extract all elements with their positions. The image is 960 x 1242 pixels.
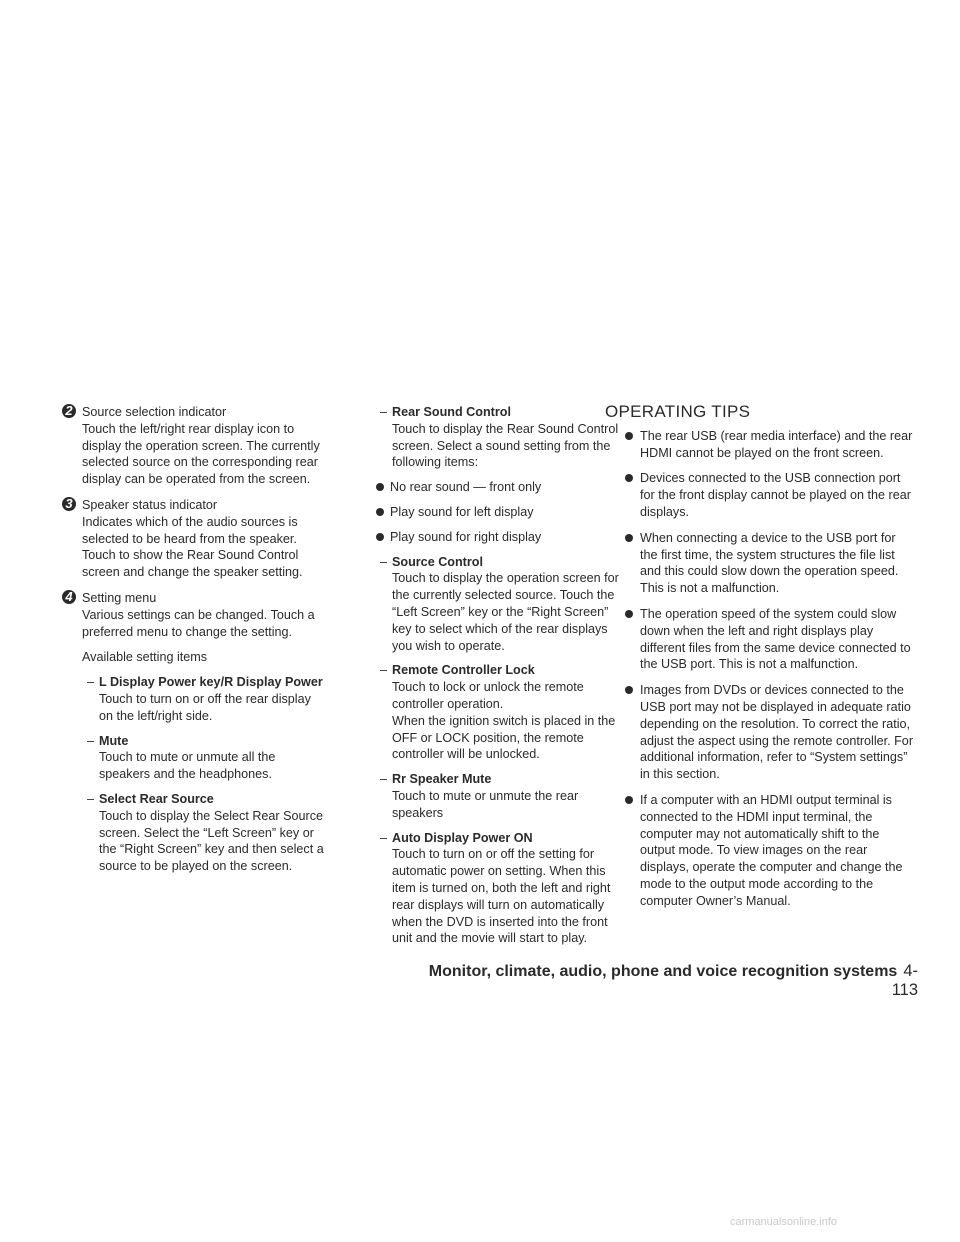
setting-item-text: Touch to mute or unmute the rear speakers xyxy=(392,788,579,820)
setting-item xyxy=(62,674,324,724)
dash-marker: – xyxy=(380,554,388,569)
setting-item-heading: Mute xyxy=(99,733,129,748)
setting-item-text: Touch to display the operation screen for the currently selected source. Touch the “Left Screen” key or the “Right Screen” key to select which of the rear displays you wish to operate. xyxy=(392,571,619,653)
page-number: 4-113 xyxy=(891,962,918,999)
callout-2 xyxy=(62,404,324,488)
watermark: carmanualsonline.info xyxy=(730,1216,838,1228)
setting-item-heading: Remote Controller Lock xyxy=(392,663,535,678)
setting-item xyxy=(376,554,628,655)
setting-item-text: Touch to turn on or off the rear display on the left/right side. xyxy=(99,691,311,723)
list-item xyxy=(376,504,628,521)
setting-item-heading: Source Control xyxy=(392,554,483,569)
list-item xyxy=(376,479,628,496)
setting-item xyxy=(376,830,628,948)
bullet-icon xyxy=(625,796,633,804)
list-item-text: The rear USB (rear media interface) and the rear HDMI cannot be played on the front screen. xyxy=(640,428,913,460)
setting-item-text: Touch to display the Select Rear Source screen. Select the “Left Screen” key or the “Right Screen” key and then select a source to be played on the screen. xyxy=(99,808,324,874)
callout-3 xyxy=(62,497,324,581)
setting-item-text: When the ignition switch is placed in the OFF or LOCK position, the remote controller will be unlocked. xyxy=(392,713,616,762)
list-item-text: Play sound for left display xyxy=(390,504,534,519)
dash-marker: – xyxy=(380,663,388,678)
list-item-text: No rear sound — front only xyxy=(390,480,542,495)
section-title: OPERATING TIPS xyxy=(605,402,751,421)
dash-marker: – xyxy=(380,772,388,787)
setting-item xyxy=(376,404,628,471)
dash-marker: – xyxy=(380,405,388,419)
list-item xyxy=(376,529,628,546)
dash-marker: – xyxy=(87,791,95,806)
setting-item-heading: Select Rear Source xyxy=(99,791,214,806)
bullet-icon xyxy=(625,474,633,482)
setting-item-text: Touch to mute or unmute all the speakers and the headphones. xyxy=(99,750,276,782)
callout-number-4: 4 xyxy=(62,590,76,604)
callout-3-body: Indicates which of the audio sources is selected to be heard from the speaker. Touch to show the Rear Sound Control screen and change the speaker setting. xyxy=(82,514,303,580)
callout-2-body: Touch the left/right rear display icon to display the operation screen. The currently selected source on the corresponding rear display can be operated from the screen. xyxy=(82,421,320,487)
setting-item-heading: L Display Power key/R Display Power xyxy=(99,675,323,690)
dash-marker: – xyxy=(87,733,95,748)
callout-3-title: Speaker status indicator xyxy=(82,497,218,512)
callout-4-title: Setting menu xyxy=(82,590,157,605)
right-column xyxy=(605,402,914,919)
list-item xyxy=(614,530,914,597)
setting-item-text: Touch to display the Rear Sound Control screen. Select a sound setting from the following items: xyxy=(392,421,619,470)
setting-item-heading: Rr Speaker Mute xyxy=(392,772,492,787)
list-item-text: If a computer with an HDMI output terminal is connected to the HDMI input terminal, the computer may not automatically shift to the output mode. To view images on the rear displays, operate the computer and change the mode to the output mode according to the computer Owner’s Manual. xyxy=(640,792,903,908)
list-item-text: The operation speed of the system could slow down when the left and right displays play different files from the same device connected to the USB port. This is not a malfunction. xyxy=(640,606,911,672)
list-item-text: Play sound for right display xyxy=(390,529,542,544)
callout-number-3: 3 xyxy=(62,497,76,511)
list-item xyxy=(614,470,914,520)
callout-2-title: Source selection indicator xyxy=(82,405,227,419)
bullet-icon xyxy=(625,432,633,440)
page-footer xyxy=(428,962,918,1000)
setting-item-heading: Auto Display Power ON xyxy=(392,830,533,845)
bullet-icon xyxy=(376,483,384,491)
setting-item-text: Touch to lock or unlock the remote controller operation. xyxy=(392,680,584,711)
callout-4-body: Various settings can be changed. Touch a preferred menu to change the setting. xyxy=(82,607,315,639)
list-item-text: Images from DVDs or devices connected to the USB port may not be displayed in adequate ratio depending on the resolution. To correct the ratio, adjust the aspect using the remote controller. For additional information, refer to “System settings” in this section. xyxy=(640,683,914,782)
callout-4 xyxy=(62,590,324,640)
setting-item xyxy=(62,733,324,783)
list-item-text: When connecting a device to the USB port for the first time, the system structures the file list and this could slow down the operation speed. This is not a malfunction. xyxy=(640,530,899,596)
left-column xyxy=(62,404,324,883)
bullet-icon xyxy=(625,686,633,694)
footer-section-title: Monitor, climate, audio, phone and voice recognition systems xyxy=(428,963,898,980)
dash-marker: – xyxy=(87,675,95,690)
dash-marker: – xyxy=(380,830,388,845)
setting-item xyxy=(376,771,628,821)
callout-number-2: 2 xyxy=(62,404,76,418)
bullet-icon xyxy=(625,610,633,618)
bullet-icon xyxy=(376,533,384,541)
setting-item-heading: Rear Sound Control xyxy=(392,405,511,419)
list-item-text: Devices connected to the USB connection port for the front display cannot be played on the rear displays. xyxy=(640,471,911,519)
setting-item xyxy=(62,791,324,875)
list-item xyxy=(614,606,914,673)
list-item xyxy=(614,428,914,462)
middle-column xyxy=(376,404,628,955)
bullet-icon xyxy=(376,508,384,516)
available-settings-heading: Available setting items xyxy=(82,650,208,665)
setting-item xyxy=(376,662,628,763)
list-item xyxy=(614,792,914,910)
list-item xyxy=(614,682,914,783)
bullet-icon xyxy=(625,534,633,542)
setting-item-text: Touch to turn on or off the setting for automatic power on setting. When this item is turned on, both the left and right rear displays will turn on automatically when the DVD is inserted into the front unit and the movie will start to play. xyxy=(392,847,611,946)
